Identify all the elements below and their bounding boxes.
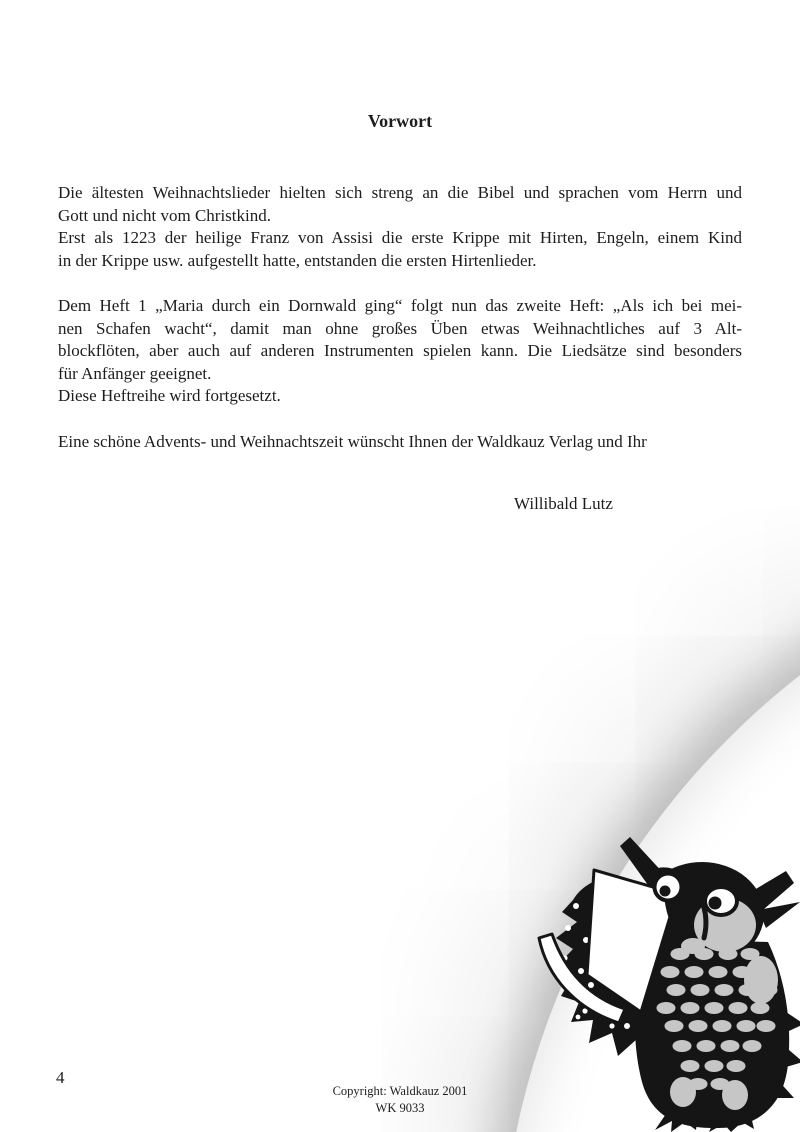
signature: Willibald Lutz [514,494,613,513]
text-line: Diese Heftreihe wird fortgesetzt. [58,386,281,406]
text-line: in der Krippe usw. aufgestellt hatte, entstanden die ersten Hirtenlieder. [58,250,537,270]
paragraph-3 [58,431,742,454]
paragraph-2 [58,295,742,408]
copyright-line: Copyright: Waldkauz 2001 [332,1084,468,1098]
text-line: blockflöten, aber auch auf anderen Instrumenten spielen kann. Die Liedsätze sind besonders [58,341,742,361]
page-title: Vorwort [367,111,433,131]
text-line: Gott und nicht vom Christkind. [58,205,271,225]
text-line: Eine schöne Advents- und Weihnachtszeit wünscht Ihnen der Waldkauz Verlag und Ihr [58,432,647,451]
text-line: nen Schafen wacht“, damit man ohne großes Üben etwas Weihnachtliches auf 3 Alt- [58,318,742,338]
page-number: 4 [56,1068,65,1087]
text-line: Dem Heft 1 „Maria durch ein Dornwald ging“ folgt nun das zweite Heft: „Als ich bei mei- [58,296,742,315]
copyright-code: WK 9033 [375,1100,425,1115]
text-line: Erst als 1223 der heilige Franz von Assisi die erste Krippe mit Hirten, Engeln, einem Kind [58,228,742,248]
paragraph-1 [58,182,742,272]
text-line: für Anfänger geeignet. [58,363,212,383]
text-line: Die ältesten Weihnachtslieder hielten sich streng an die Bibel und sprachen vom Herrn und [58,183,742,202]
copyright-block [0,1083,800,1116]
